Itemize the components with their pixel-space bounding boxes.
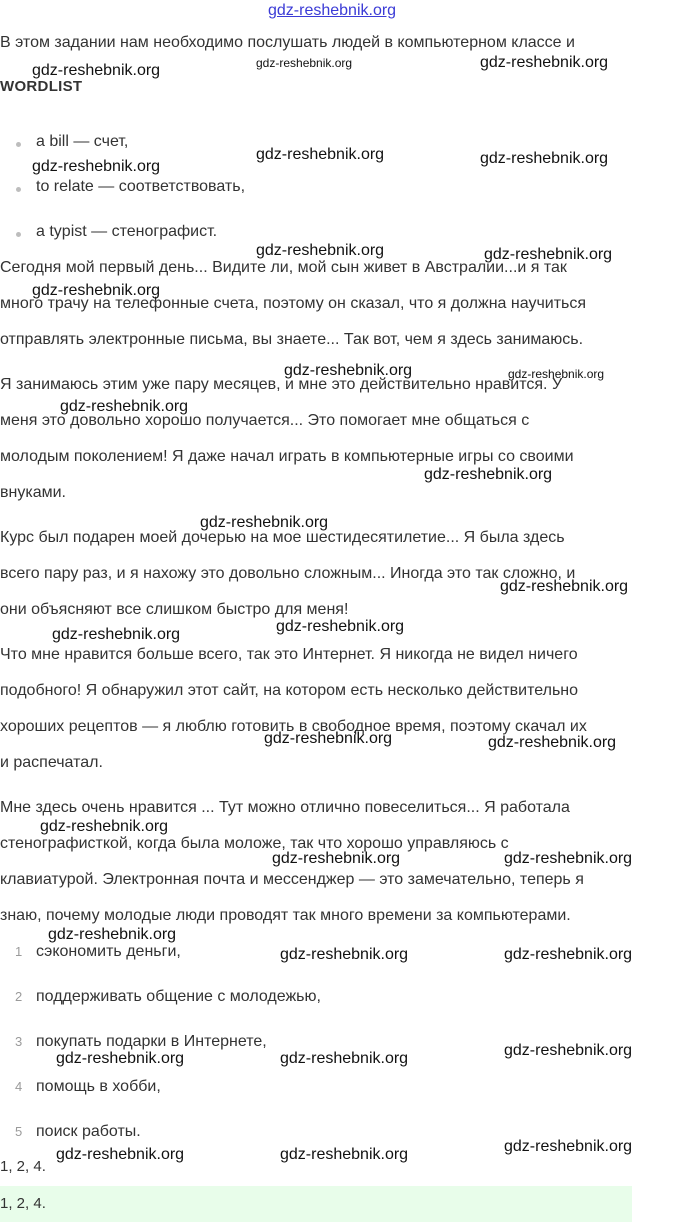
intro-text: В этом задании нам необходимо послушать людей в компьютерном классе и bbox=[0, 34, 575, 51]
watermark: gdz-reshebnik.org bbox=[48, 926, 177, 943]
bullet-icon bbox=[16, 142, 21, 147]
text-line: стенографисткой, когда была моложе, так что хорошо управляюсь с bbox=[0, 835, 509, 852]
watermark: gdz-reshebnik.org bbox=[508, 367, 605, 381]
watermark: gdz-reshebnik.org bbox=[40, 818, 169, 835]
watermark: gdz-reshebnik.org bbox=[56, 1146, 185, 1163]
watermark: gdz-reshebnik.org bbox=[504, 1138, 633, 1155]
watermark: gdz-reshebnik.org bbox=[200, 514, 329, 531]
text-line: много трачу на телефонные счета, поэтому он сказал, что я должна научиться bbox=[0, 295, 587, 312]
watermark: gdz-reshebnik.org bbox=[256, 242, 385, 259]
bullet-icon bbox=[16, 187, 21, 192]
watermark: gdz-reshebnik.org bbox=[504, 946, 633, 963]
text-line: отправлять электронные письма, вы знаете... Так вот, чем я здесь занимаюсь. bbox=[0, 331, 584, 348]
text-line: знаю, почему молодые люди проводят так много времени за компьютерами. bbox=[0, 907, 571, 924]
watermark: gdz-reshebnik.org bbox=[280, 1050, 409, 1067]
watermark: gdz-reshebnik.org bbox=[500, 578, 629, 595]
answer-text: 1, 2, 4. bbox=[0, 1158, 46, 1175]
watermark: gdz-reshebnik.org bbox=[256, 146, 385, 163]
text-line: всего пару раз, и я нахожу это довольно сложным... Иногда это так сложно, и bbox=[0, 565, 576, 582]
text-line: Курс был подарен моей дочерью на мое шестидесятилетие... Я была здесь bbox=[0, 529, 565, 546]
watermark: gdz-reshebnik.org bbox=[280, 946, 409, 963]
watermark: gdz-reshebnik.org bbox=[32, 282, 161, 299]
site-link[interactable]: gdz-reshebnik.org bbox=[268, 2, 397, 19]
page: gdz-reshebnik.org В этом задании нам необходимо послушать людей в компьютерном классе и WORDLIST a bill — счет, to relate — соответствовать, a typist — стенографист. Сегодня мой первый день... Видите ли, мой сын живет в Австралии...и я так много трачу на телефонные счета, поэтому он сказал, что я должна научиться отправлять электронные письма, вы знаете... Так вот, чем я здесь занимаюсь. Я занимаюсь этим уже пару месяцев, и мне это действительно нравится. У меня это довольно хорошо получается... Это помогает мне общаться с молодым поколением! Я даже начал играть в компьютерные игры со своими внуками. Курс был подарен моей дочерью на мое шестидесятилетие... Я была здесь всего пару раз, и я нахожу это довольно сложным... Иногда это так сложно, и они объясняют все слишком быстро для меня! Что мне нравится больше всего, так это Интернет. Я никогда не видел ничего подобного! Я обнаружил этот сайт, на котором есть несколько действительно хороших рецептов — я люблю готовить в свободное время, поэтому скачал их и распечатал. Мне здесь очень нравится ... Тут можно отлично повеселиться... Я работала стенографисткой, когда была моложе, так что хорошо управляюсь с клавиатурой. Электронная почта и мессенджер — это замечательно, теперь я знаю, почему молодые люди проводят так много времени за компьютерами. 1 сэкономить деньги, 2 поддерживать общение с молодежью, 3 покупать подарки в Интернете, 4 помощь в хобби, 5 поиск работы. 1, 2, 4. 1, 2, 4. gdz-reshebnik.org gdz-reshebnik.org gdz-reshebnik.org gdz-reshebnik.org gdz-reshebnik.org gdz-reshebnik.org gdz-reshebnik.org gdz-reshebnik.org gdz-reshebnik.org gdz-reshebnik.org gdz-reshebnik.org gdz-reshebnik.org gdz-reshebnik.org gdz-reshebnik.org gdz-reshebnik.org gdz-reshebnik.org gdz-reshebnik.org gdz-reshebnik.org gdz-reshebnik.org gdz-reshebnik.org gdz-reshebnik.org gdz-reshebnik.org gdz-reshebnik.org gdz-reshebnik.org gdz-reshebnik.org gdz-reshebnik.org gdz-reshebnik.org gdz-reshebnik.org gdz-reshebnik.org gdz-reshebnik.org gdz-reshebnik.org bbox=[0, 0, 680, 1222]
text-line: молодым поколением! Я даже начал играть в компьютерные игры со своими bbox=[0, 448, 574, 465]
watermark: gdz-reshebnik.org bbox=[52, 626, 181, 643]
watermark: gdz-reshebnik.org bbox=[256, 56, 353, 70]
watermark: gdz-reshebnik.org bbox=[32, 62, 161, 79]
text-line: они объясняют все слишком быстро для меня! bbox=[0, 601, 349, 618]
text-line: меня это довольно хорошо получается... Это помогает мне общаться с bbox=[0, 412, 530, 429]
watermark: gdz-reshebnik.org bbox=[284, 362, 413, 379]
watermark: gdz-reshebnik.org bbox=[280, 1146, 409, 1163]
watermark: gdz-reshebnik.org bbox=[504, 1042, 633, 1059]
watermark: gdz-reshebnik.org bbox=[484, 246, 613, 263]
text-line: подобного! Я обнаружил этот сайт, на котором есть несколько действительно bbox=[0, 682, 579, 699]
answer-highlight-box bbox=[0, 1186, 632, 1222]
text-line: клавиатурой. Электронная почта и мессенджер — это замечательно, теперь я bbox=[0, 871, 584, 888]
text-line: Мне здесь очень нравится ... Тут можно отлично повеселиться... Я работала bbox=[0, 799, 570, 816]
watermark: gdz-reshebnik.org bbox=[272, 850, 401, 867]
watermark: gdz-reshebnik.org bbox=[424, 466, 553, 483]
watermark: gdz-reshebnik.org bbox=[276, 618, 405, 635]
watermark: gdz-reshebnik.org bbox=[488, 734, 617, 751]
text-line: и распечатал. bbox=[0, 754, 103, 771]
bullet-icon bbox=[16, 232, 21, 237]
watermark: gdz-reshebnik.org bbox=[264, 730, 393, 747]
watermark: gdz-reshebnik.org bbox=[60, 398, 189, 415]
watermark: gdz-reshebnik.org bbox=[504, 850, 633, 867]
text-line: хороших рецептов — я люблю готовить в свободное время, поэтому скачал их bbox=[0, 718, 587, 735]
text-line: Сегодня мой первый день... Видите ли, мой сын живет в Австралии...и я так bbox=[0, 259, 567, 276]
watermark: gdz-reshebnik.org bbox=[480, 150, 609, 167]
watermark: gdz-reshebnik.org bbox=[32, 158, 161, 175]
wordlist-heading: WORDLIST bbox=[0, 78, 83, 95]
watermark: gdz-reshebnik.org bbox=[480, 54, 609, 71]
text-line: Я занимаюсь этим уже пару месяцев, и мне это действительно нравится. У bbox=[0, 376, 563, 393]
answer-highlight-text: 1, 2, 4. bbox=[0, 1195, 46, 1212]
text-line: внуками. bbox=[0, 484, 66, 501]
watermark: gdz-reshebnik.org bbox=[56, 1050, 185, 1067]
text-line: Что мне нравится больше всего, так это Интернет. Я никогда не видел ничего bbox=[0, 646, 578, 663]
